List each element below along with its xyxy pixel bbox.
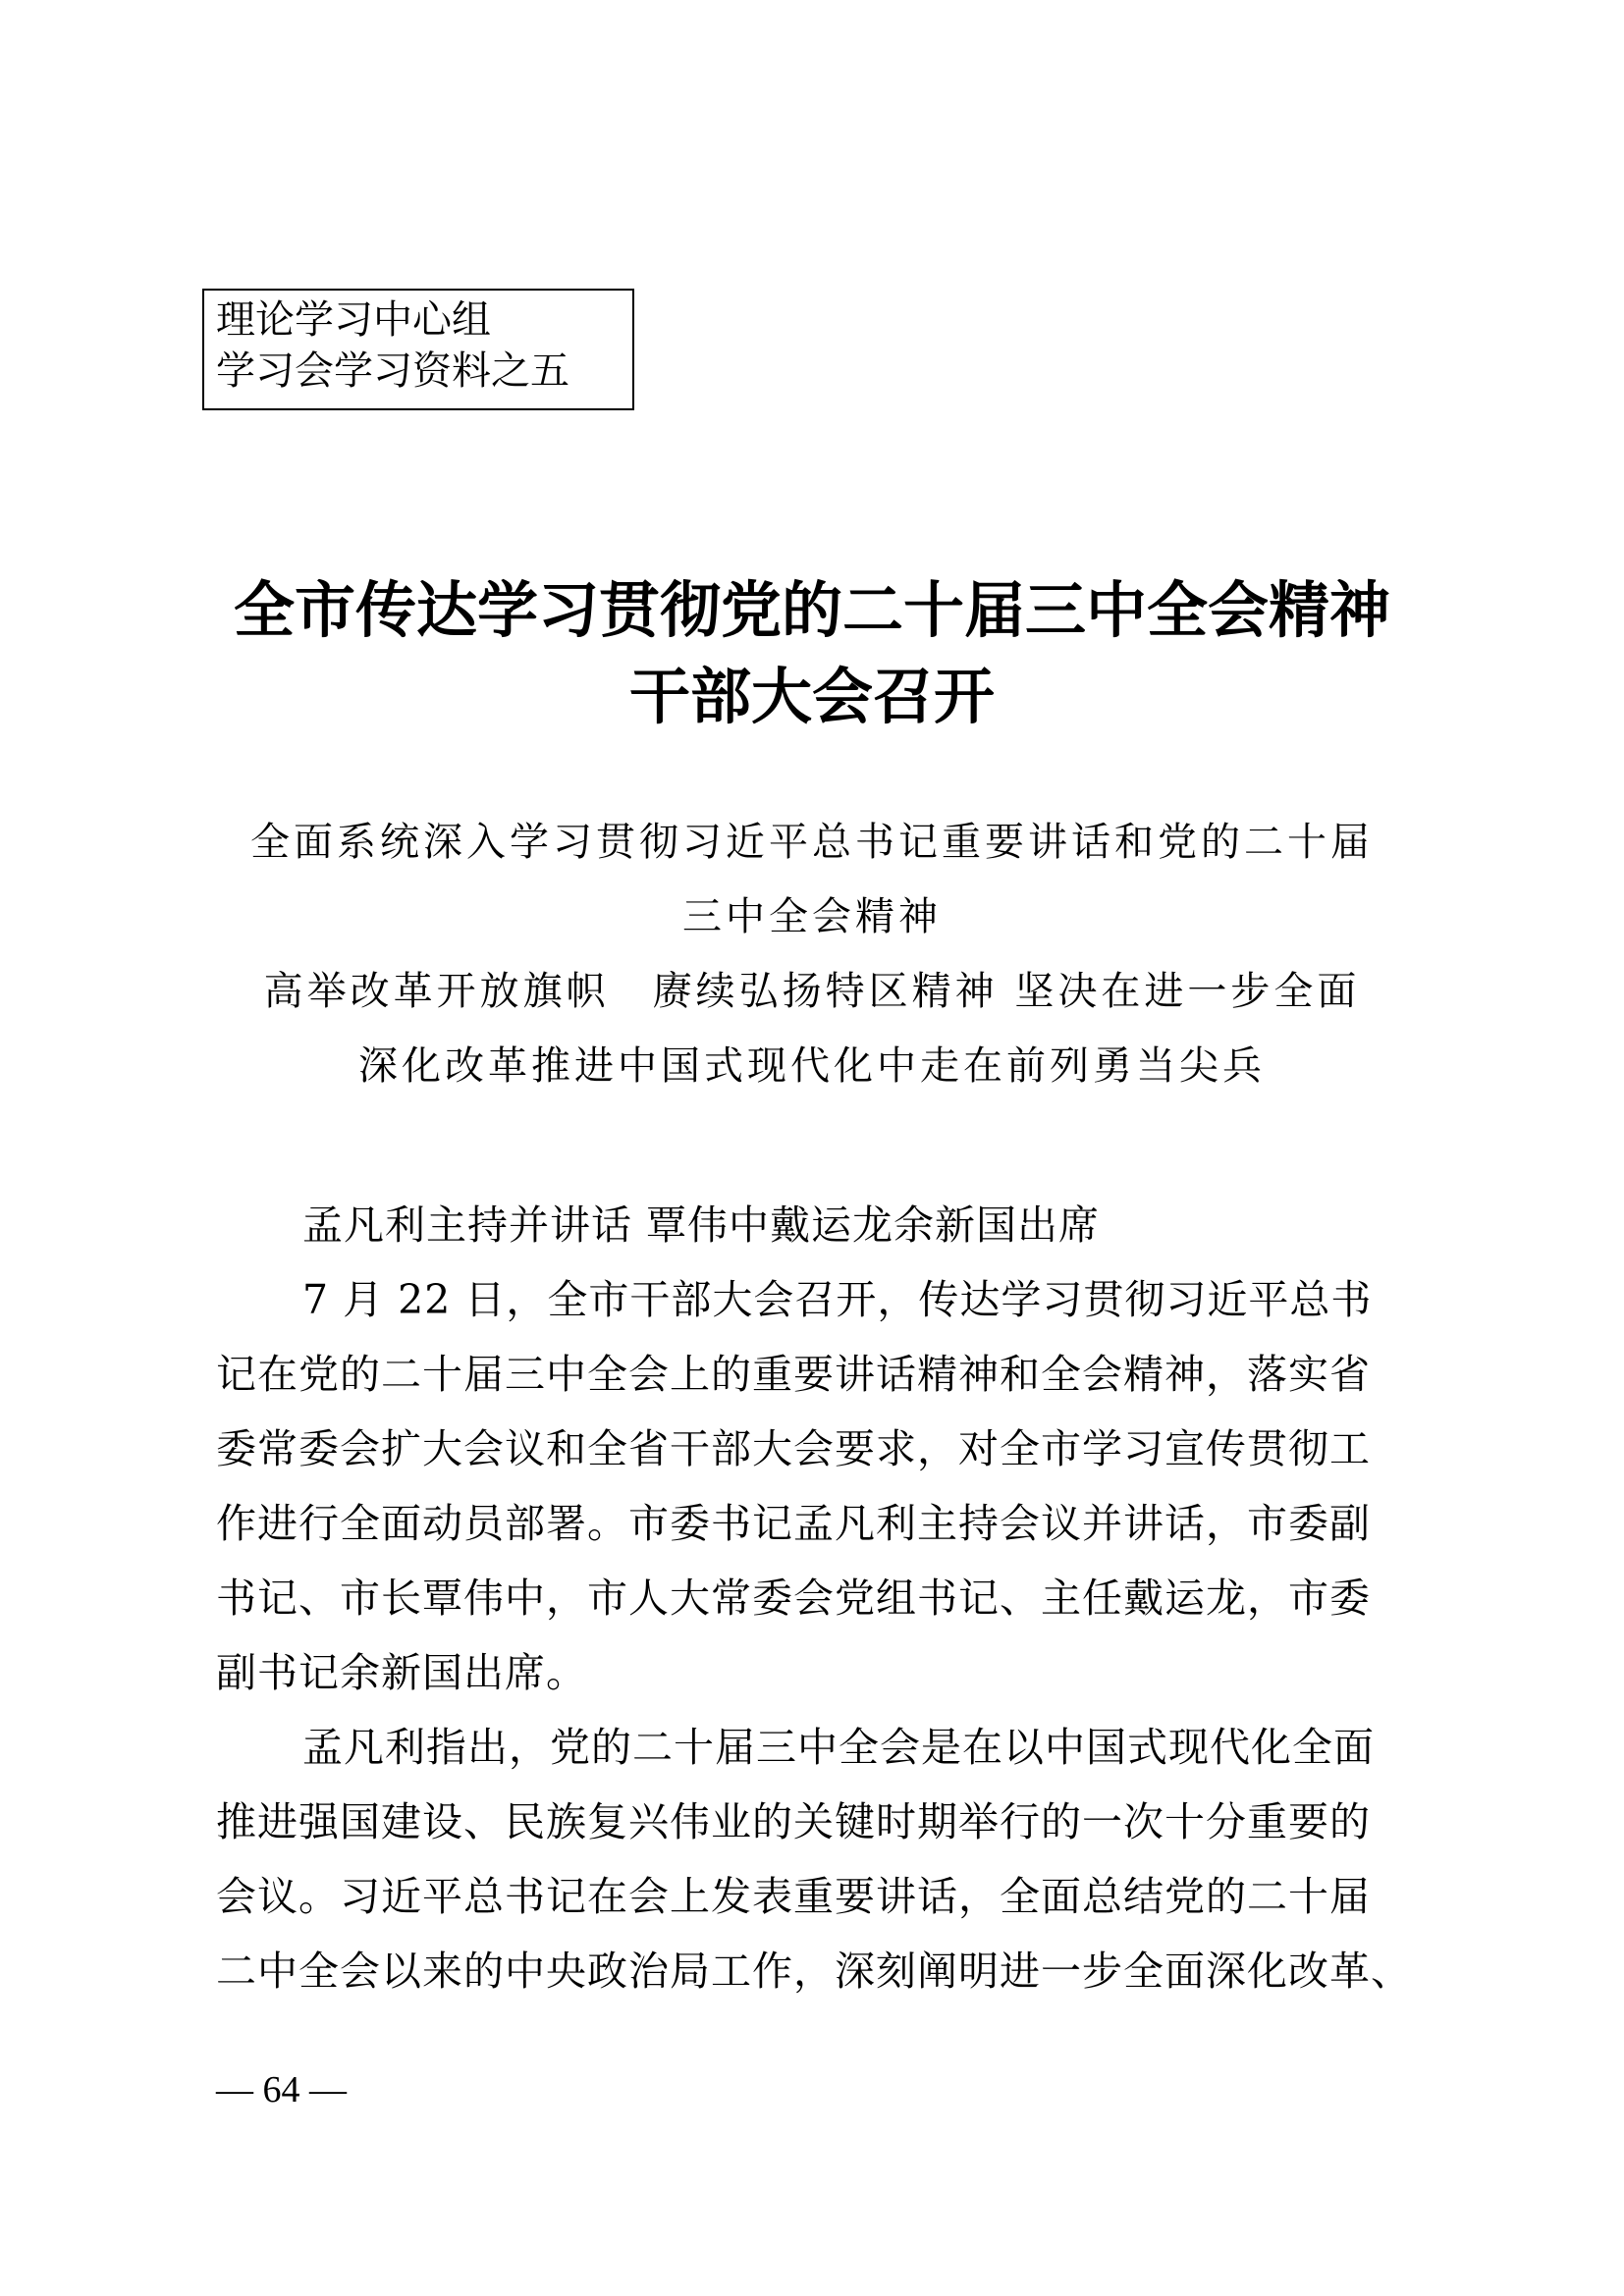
series-label-line-2: 学习会学习资料之五 <box>216 348 569 394</box>
article-title-line-2: 干部大会召开 <box>628 661 995 732</box>
paragraph-1-line-5: 书记、市长覃伟中，市人大常委会党组书记、主任戴运龙，市委 <box>216 1575 1371 1622</box>
paragraph-1-line-3: 委常委会扩大会议和全省干部大会要求，对全市学习宣传贯彻工 <box>216 1425 1371 1472</box>
series-label-box <box>202 289 634 410</box>
paragraph-2-line-4: 二中全会以来的中央政治局工作，深刻阐明进一步全面深化改革、 <box>216 1948 1412 1995</box>
paragraph-1-line-2: 记在党的二十届三中全会上的重要讲话精神和全会精神，落实省 <box>216 1351 1371 1398</box>
paragraph-1-line-6: 副书记余新国出席。 <box>216 1649 587 1696</box>
subtitle-line-1: 全面系统深入学习贯彻习近平总书记重要讲话和党的二十届 <box>250 820 1374 865</box>
article-title <box>0 567 1624 740</box>
byline: 孟凡利主持并讲话 覃伟中戴运龙余新国出席 <box>302 1201 1101 1249</box>
paragraph-2-line-3: 会议。习近平总书记在会上发表重要讲话，全面总结党的二十届 <box>216 1873 1371 1920</box>
article-subtitle <box>0 805 1624 1103</box>
paragraph-1-line-1: 7 月 22 日，全市干部大会召开，传达学习贯彻习近平总书 <box>302 1276 1373 1323</box>
paragraph-1 <box>216 1262 1430 1710</box>
page-number: — 64 — <box>216 2069 347 2110</box>
article-body <box>216 1188 1430 2008</box>
subtitle-line-2: 三中全会精神 <box>682 894 942 939</box>
subtitle-line-3: 高举改革开放旗帜 赓续弘扬特区精神 坚决在进一步全面 <box>263 969 1361 1014</box>
series-label-line-1: 理论学习中心组 <box>216 297 491 343</box>
paragraph-2-line-1: 孟凡利指出，党的二十届三中全会是在以中国式现代化全面 <box>302 1724 1375 1771</box>
paragraph-1-line-4: 作进行全面动员部署。市委书记孟凡利主持会议并讲话，市委副 <box>216 1500 1371 1547</box>
paragraph-2 <box>216 1710 1430 2008</box>
article-title-line-1: 全市传达学习贯彻党的二十届三中全会精神 <box>233 574 1390 646</box>
subtitle-line-4: 深化改革推进中国式现代化中走在前列勇当尖兵 <box>358 1043 1266 1089</box>
paragraph-2-line-2: 推进强国建设、民族复兴伟业的关键时期举行的一次十分重要的 <box>216 1798 1371 1845</box>
